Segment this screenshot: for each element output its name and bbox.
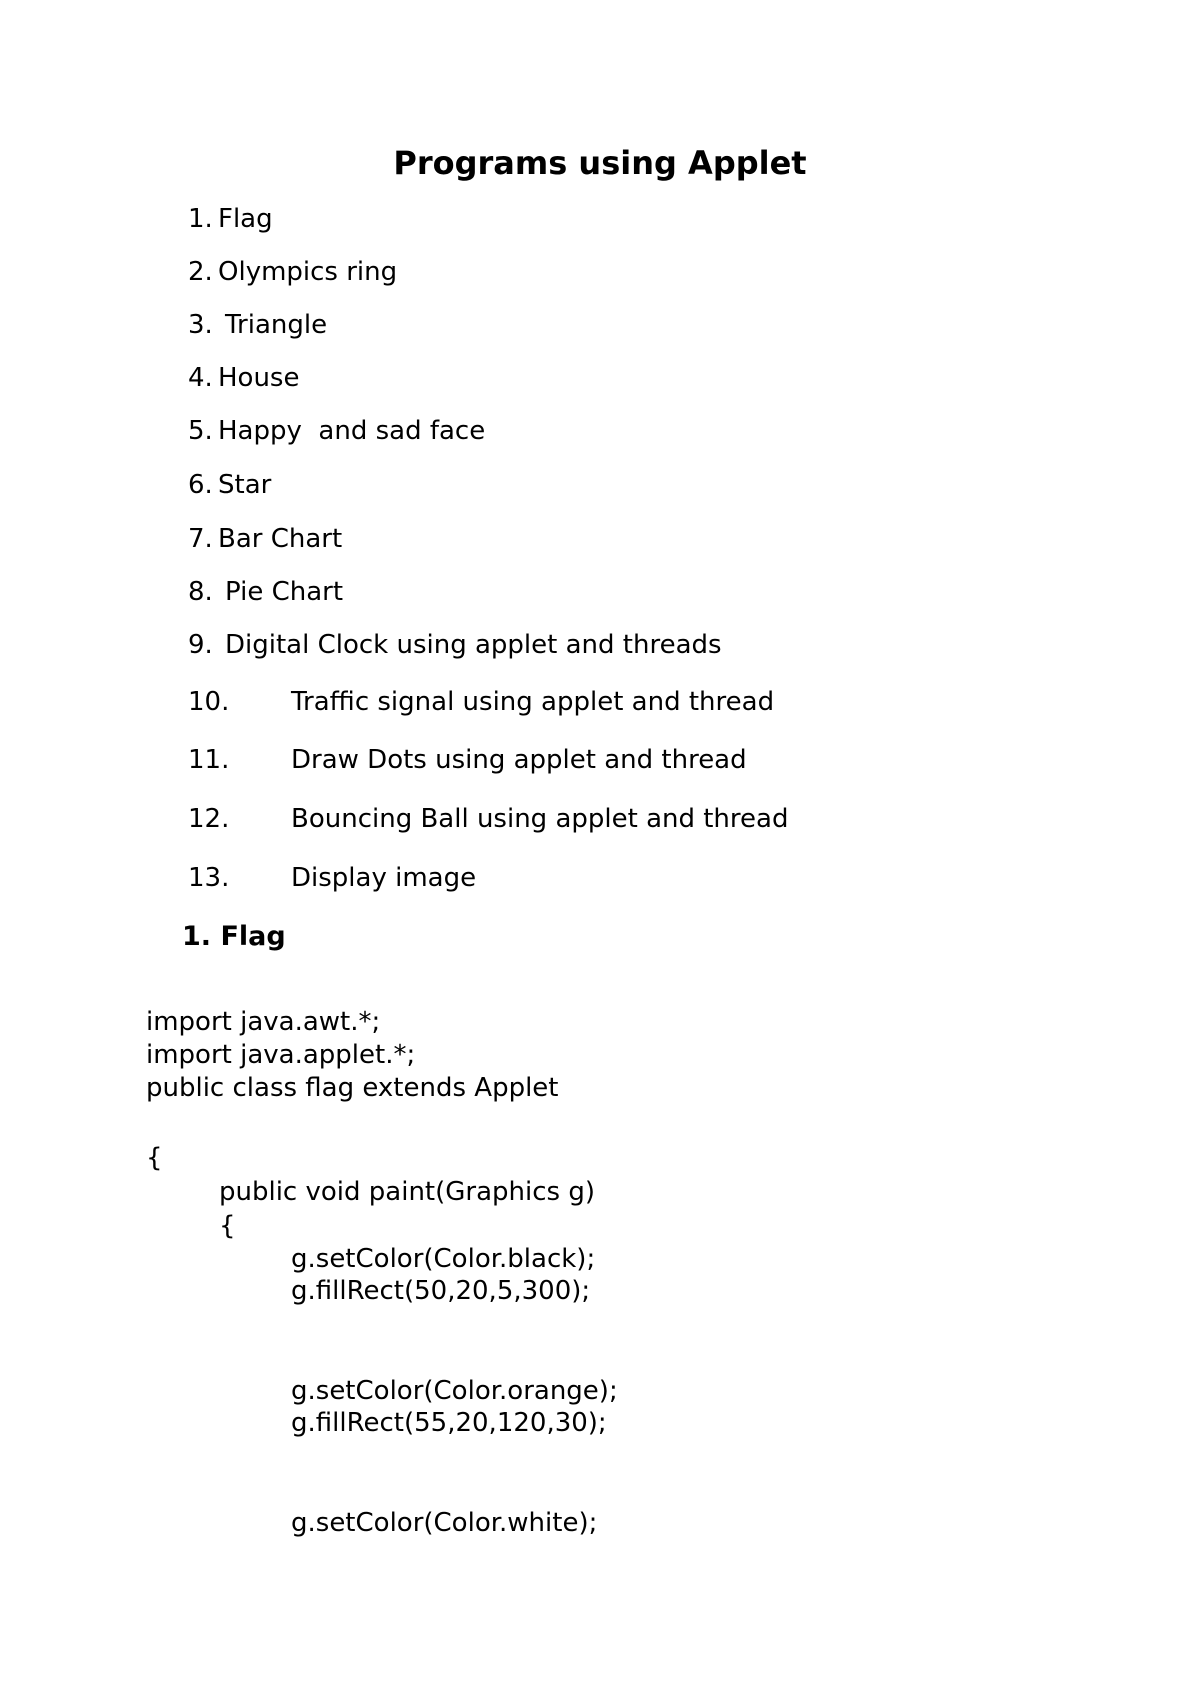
code-line: g.setColor(Color.white); xyxy=(291,1508,598,1538)
code-line: { xyxy=(219,1211,236,1241)
toc-label: Pie Chart xyxy=(225,577,344,607)
code-line: import java.awt.*; xyxy=(146,1007,381,1037)
toc-number: 12. xyxy=(188,804,230,834)
code-line: public void paint(Graphics g) xyxy=(219,1177,595,1207)
toc-label: Flag xyxy=(218,204,273,234)
toc-number: 9. xyxy=(188,630,213,660)
code-line: g.fillRect(55,20,120,30); xyxy=(291,1408,607,1438)
toc-label: Olympics ring xyxy=(218,257,398,287)
toc-number: 8. xyxy=(188,577,213,607)
toc-label: House xyxy=(218,363,300,393)
toc-number: 1. xyxy=(188,204,213,234)
toc-label: Bouncing Ball using applet and thread xyxy=(291,804,789,834)
toc-label: Bar Chart xyxy=(218,524,343,554)
code-line: g.fillRect(50,20,5,300); xyxy=(291,1276,591,1306)
toc-number: 5. xyxy=(188,416,213,446)
toc-label: Happy and sad face xyxy=(218,416,486,446)
section-heading: 1. Flag xyxy=(182,921,286,952)
toc-number: 13. xyxy=(188,863,230,893)
toc-number: 2. xyxy=(188,257,213,287)
code-line: g.setColor(Color.orange); xyxy=(291,1376,618,1406)
toc-number: 7. xyxy=(188,524,213,554)
code-line: public class flag extends Applet xyxy=(146,1073,559,1103)
toc-label: Display image xyxy=(291,863,477,893)
code-line: import java.applet.*; xyxy=(146,1040,416,1070)
toc-label: Star xyxy=(218,470,272,500)
code-line: g.setColor(Color.black); xyxy=(291,1244,596,1274)
toc-label: Draw Dots using applet and thread xyxy=(291,745,747,775)
page-title: Programs using Applet xyxy=(393,144,807,182)
toc-label: Traffic signal using applet and thread xyxy=(291,687,775,717)
code-line: { xyxy=(146,1143,163,1173)
toc-number: 3. xyxy=(188,310,213,340)
toc-number: 4. xyxy=(188,363,213,393)
toc-number: 6. xyxy=(188,470,213,500)
toc-number: 10. xyxy=(188,687,230,717)
toc-label: Triangle xyxy=(225,310,328,340)
toc-number: 11. xyxy=(188,745,230,775)
toc-label: Digital Clock using applet and threads xyxy=(225,630,722,660)
